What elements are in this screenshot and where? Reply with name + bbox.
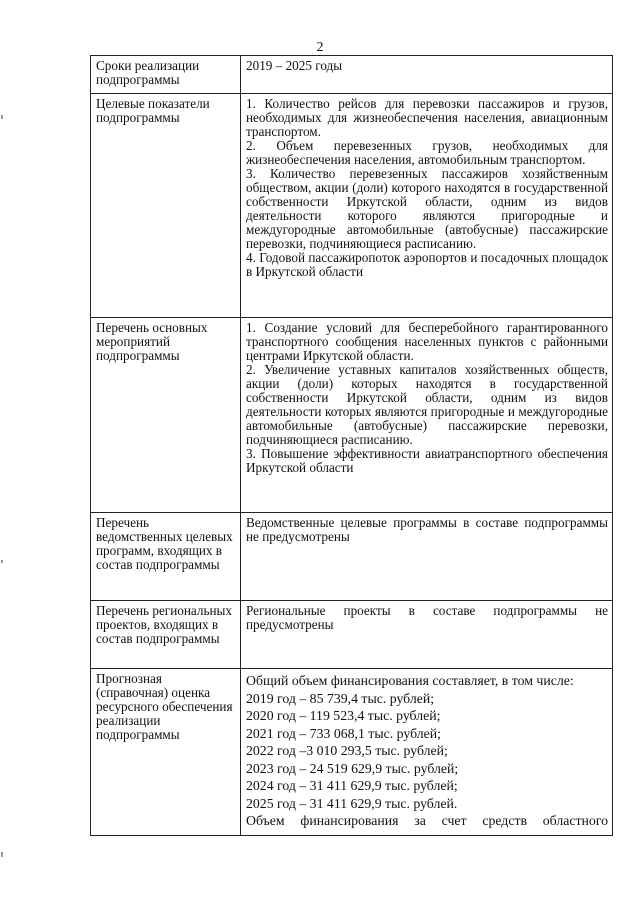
page-number: 2 — [316, 40, 324, 55]
passport-table — [90, 55, 613, 836]
row-value — [241, 601, 613, 669]
row-label: Сроки реализации подпрограммы — [91, 56, 241, 94]
value-paragraph: 2. Объем перевезенных грузов, необходимых для жизнеобеспечения населения, автомобильным транспортом. — [246, 138, 608, 167]
value-paragraph: 4. Годовой пассажиропоток аэропортов и посадочных площадок в Иркутской области — [246, 250, 608, 279]
table-row — [91, 669, 613, 836]
row-label: Целевые показатели подпрограммы — [91, 94, 241, 318]
value-paragraph: 2025 год – 31 411 629,9 тыс. рублей. — [246, 795, 458, 811]
scan-edge-mark — [1, 852, 3, 857]
row-value — [241, 318, 613, 513]
value-paragraph: 2023 год – 24 519 629,9 тыс. рублей; — [246, 760, 459, 776]
row-label: Перечень основных мероприятий подпрограммы — [91, 318, 241, 513]
row-value — [241, 669, 613, 836]
value-paragraph: 3. Количество перевезенных пассажиров хозяйственным обществом, акции (доли) которого находятся в государственной собственности Иркутской области, одним из видов деятельности которого являются пригородные и междугородные автомобильные (автобусные) пассажирские перевозки, подчиняющиеся расписанию. — [246, 166, 608, 251]
row-value — [241, 56, 613, 94]
table-row — [91, 56, 613, 94]
row-value — [241, 94, 613, 318]
row-label: Перечень региональных проектов, входящих в состав подпрограммы — [91, 601, 241, 669]
value-paragraph: 1. Количество рейсов для перевозки пассажиров и грузов, необходимых для жизнеобеспечения населения, авиационным транспортом. — [246, 96, 608, 139]
table-row — [91, 94, 613, 318]
row-value — [241, 513, 613, 601]
value-paragraph: Ведомственные целевые программы в составе подпрограммы не предусмотрены — [246, 515, 608, 544]
value-paragraph: 2022 год –3 010 293,5 тыс. рублей; — [246, 743, 448, 758]
table-row — [91, 601, 613, 669]
value-paragraph: 2. Увеличение уставных капиталов хозяйственных обществ, акции (доли) которых находятся в государственной собственности Иркутской области, одним из видов деятельности которых являются пригородные и междугородные автомобильные (автобусные) пассажирские перевозки, подчиняющиеся расписанию. — [246, 362, 608, 447]
value-paragraph: Объем финансирования за счет средств областного — [246, 813, 608, 828]
table-row — [91, 513, 613, 601]
value-paragraph: 2019 – 2025 годы — [246, 58, 343, 73]
value-paragraph: 2024 год – 31 411 629,9 тыс. рублей; — [246, 778, 458, 793]
value-paragraph: Общий объем финансирования составляет, в том числе: — [246, 673, 574, 688]
row-label: Прогнозная (справочная) оценка ресурсного обеспечения реализации подпрограммы — [91, 669, 241, 836]
table-row — [91, 318, 613, 513]
value-paragraph: 2020 год – 119 523,4 тыс. рублей; — [246, 708, 441, 723]
value-paragraph: 2021 год – 733 068,1 тыс. рублей; — [246, 725, 441, 741]
value-paragraph: 1. Создание условий для бесперебойного гарантированного транспортного сообщения населенных пунктов с районными центрами Иркутской области. — [246, 320, 608, 363]
scan-edge-mark — [1, 560, 3, 563]
value-paragraph: Региональные проекты в составе подпрограммы не предусмотрены — [246, 603, 608, 632]
row-label: Перечень ведомственных целевых программ, входящих в состав подпрограммы — [91, 513, 241, 601]
scan-edge-mark — [1, 115, 3, 119]
value-paragraph: 2019 год – 85 739,4 тыс. рублей; — [246, 690, 435, 706]
value-paragraph: 3. Повышение эффективности авиатранспортного обеспечения Иркутской области — [246, 446, 608, 475]
